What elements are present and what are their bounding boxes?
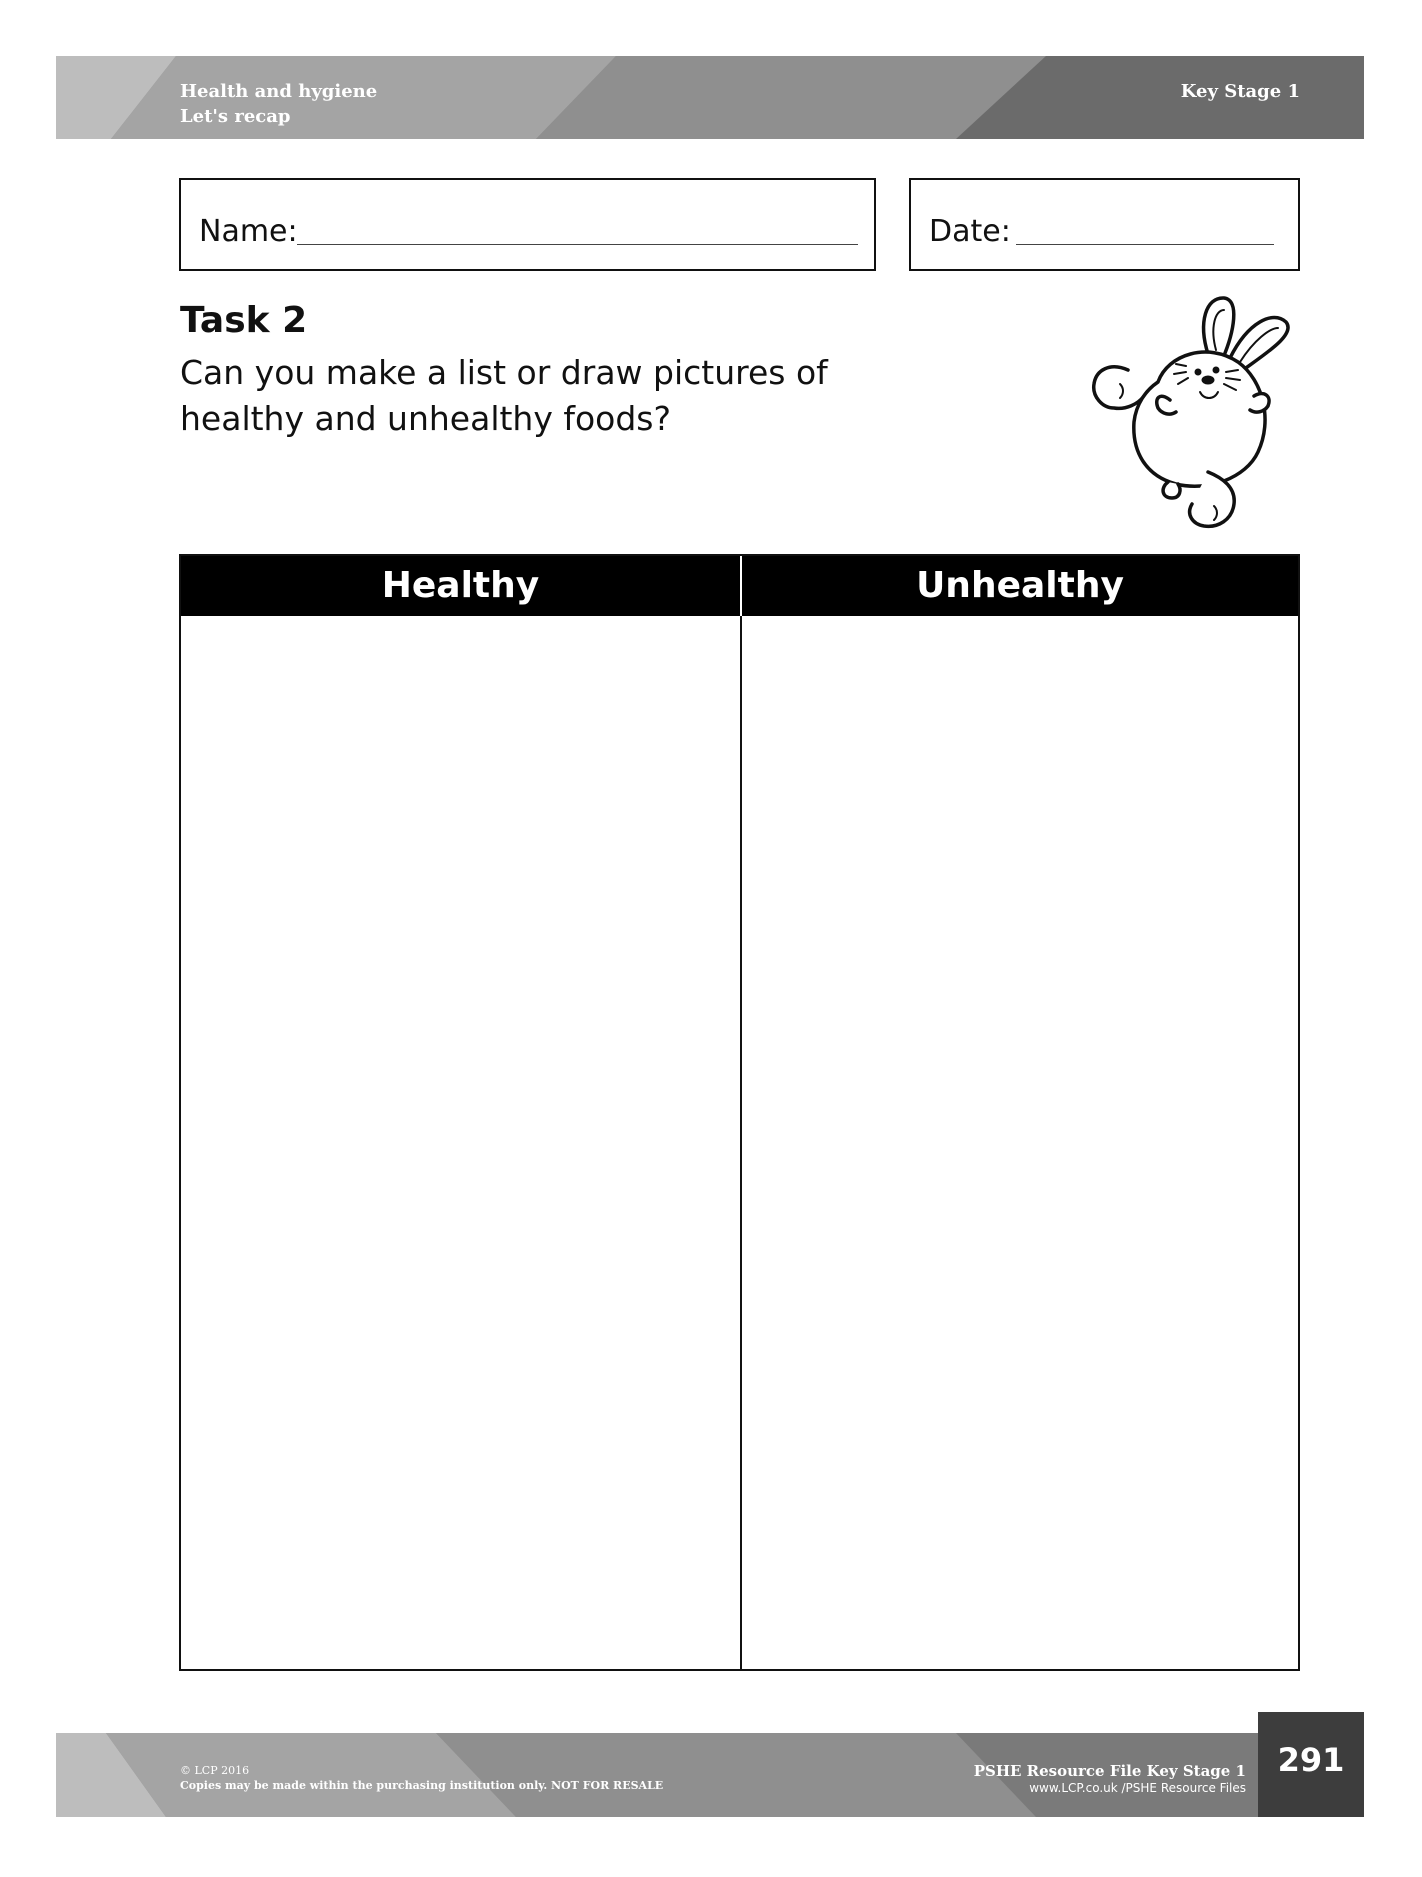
footer-band [56,1733,1364,1817]
footer-legal [180,1763,663,1793]
footer-website: www.LCP.co.uk /PSHE Resource Files [1029,1781,1246,1795]
name-field[interactable] [179,178,876,271]
header-band [56,56,1364,139]
date-line [1016,244,1274,245]
healthy-column[interactable] [181,556,742,1669]
name-line [297,244,858,245]
name-label: Name: [199,214,298,249]
food-table [179,554,1300,1671]
unhealthy-column-header: Unhealthy [740,556,1298,616]
footer-copyright: © LCP 2016 [180,1764,250,1777]
date-field[interactable] [909,178,1300,271]
footer-notice: Copies may be made within the purchasing institution only. NOT FOR RESALE [180,1779,664,1792]
task-instruction: Can you make a list or draw pictures of healthy and unhealthy foods? [180,353,828,438]
footer-book-info [974,1763,1246,1797]
page-number: 291 [1258,1712,1364,1817]
header-left [180,79,377,129]
header-subtitle: Let's recap [180,106,291,127]
footer-book-title: PSHE Resource File Key Stage 1 [973,1762,1246,1780]
unhealthy-column[interactable] [742,556,1298,1669]
header-topic: Health and hygiene [180,81,378,102]
task-title: Task 2 [180,300,308,341]
header-stage: Key Stage 1 [1180,81,1300,102]
rabbit-icon [1058,292,1308,537]
date-label: Date: [929,214,1011,249]
healthy-column-header: Healthy [181,556,740,616]
